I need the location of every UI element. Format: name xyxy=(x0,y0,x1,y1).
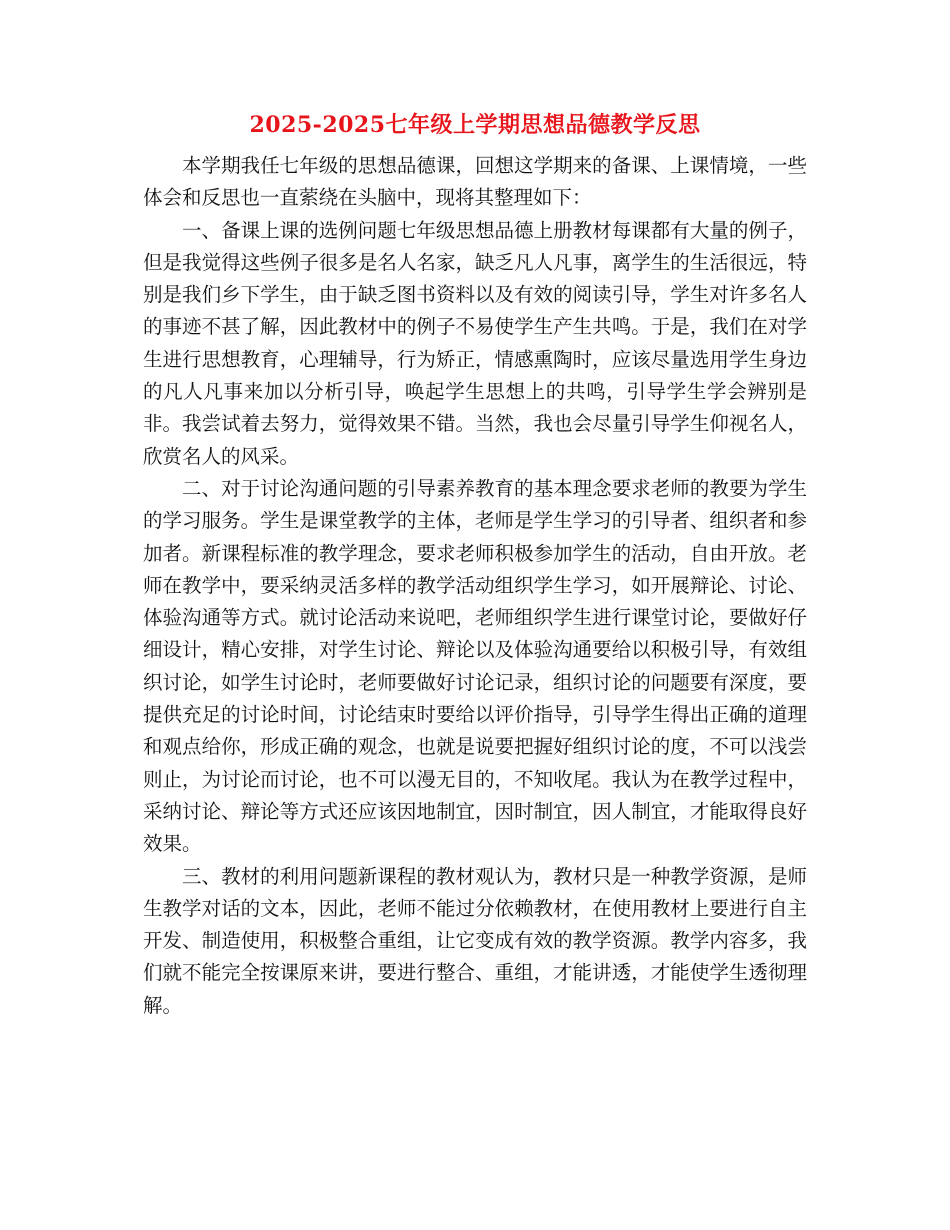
paragraph-section-3: 三、教材的利用问题新课程的教材观认为，教材只是一种教学资源，是师生教学对话的文本，因此，老师不能过分依赖教材，在使用教材上要进行自主开发、制造使用，积极整合重组，让它变成有效的教学资源。教学内容多，我们就不能完全按课原来讲，要进行整合、重组，才能讲透，才能使学生透彻理解。 xyxy=(143,864,807,1017)
document-title: 2025-2025七年级上学期思想品德教学反思 xyxy=(249,112,701,138)
paragraph-section-2: 二、对于讨论沟通问题的引导素养教育的基本理念要求老师的教要为学生的学习服务。学生是课堂教学的主体，老师是学生学习的引导者、组织者和参加者。新课程标准的教学理念，要求老师积极参加学生的活动，自由开放。老师在教学中，要采纳灵活多样的教学活动组织学生学习，如开展辩论、讨论、体验沟通等方式。就讨论活动来说吧，老师组织学生进行课堂讨论，要做好仔细设计，精心安排，对学生讨论、辩论以及体验沟通要给以积极引导，有效组织讨论，如学生讨论时，老师要做好讨论记录，组织讨论的问题要有深度，要提供充足的讨论时间，讨论结束时要给以评价指导，引导学生得出正确的道理和观点给你，形成正确的观念，也就是说要把握好组织讨论的度，不可以浅尝则止，为讨论而讨论，也不可以漫无目的，不知收尾。我认为在教学过程中，采纳讨论、辩论等方式还应该因地制宜，因时制宜，因人制宜，才能取得良好效果。 xyxy=(143,476,807,856)
document-body xyxy=(143,150,807,1022)
paragraph-section-1: 一、备课上课的选例问题七年级思想品德上册教材每课都有大量的例子，但是我觉得这些例子很多是名人名家，缺乏凡人凡事，离学生的生活很远，特别是我们乡下学生，由于缺乏图书资料以及有效的阅读引导，学生对许多名人的事迹不甚了解，因此教材中的例子不易使学生产生共鸣。于是，我们在对学生进行思想教育，心理辅导，行为矫正，情感熏陶时，应该尽量选用学生身边的凡人凡事来加以分析引导，唤起学生思想上的共鸣，引导学生学会辨别是非。我尝试着去努力，觉得效果不错。当然，我也会尽量引导学生仰视名人，欣赏名人的风采。 xyxy=(143,218,807,468)
paragraph-intro: 本学期我任七年级的思想品德课，回想这学期来的备课、上课情境，一些体会和反思也一直萦绕在头脑中，现将其整理如下： xyxy=(143,154,807,210)
